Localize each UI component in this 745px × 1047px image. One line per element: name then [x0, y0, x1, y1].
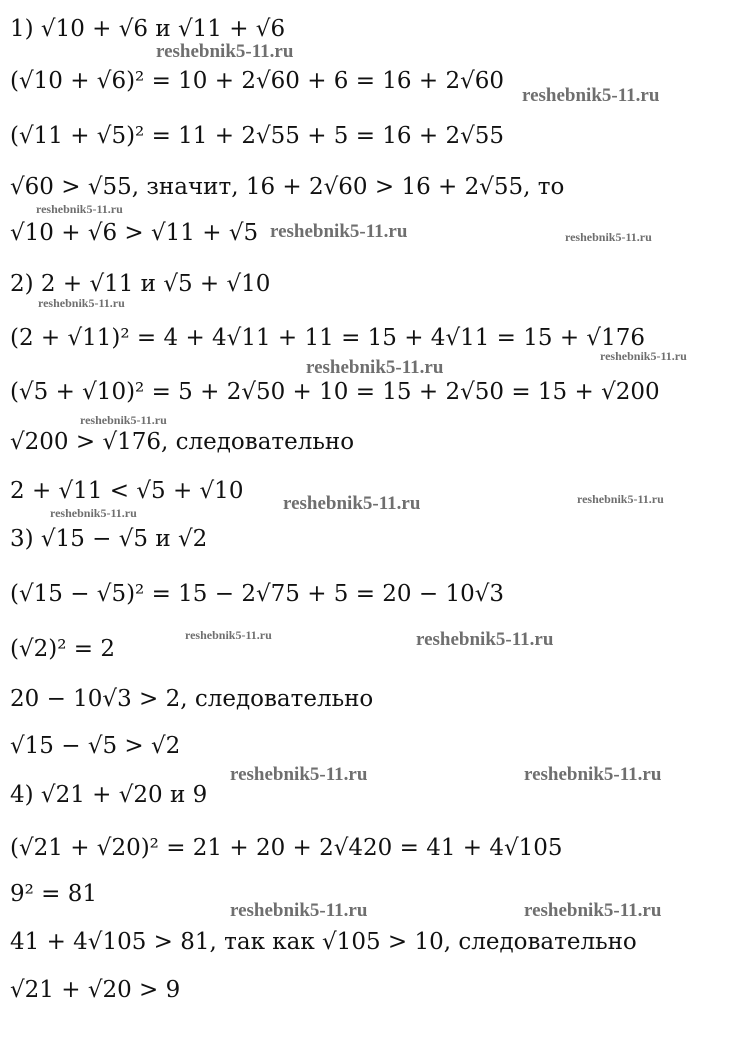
line-4: √60 > √55, значит, 16 + 2√60 > 16 + 2√55, то	[10, 174, 565, 200]
watermark: reshebnik5-11.ru	[416, 629, 554, 650]
line-16: 4) √21 + √20 и 9	[10, 782, 208, 808]
line-20: √21 + √20 > 9	[10, 977, 181, 1003]
line-3: (√11 + √5)² = 11 + 2√55 + 5 = 16 + 2√55	[10, 123, 505, 149]
watermark: reshebnik5-11.ru	[577, 492, 664, 506]
watermark: reshebnik5-11.ru	[230, 764, 368, 785]
watermark: reshebnik5-11.ru	[36, 202, 123, 216]
watermark: reshebnik5-11.ru	[80, 413, 167, 427]
watermark: reshebnik5-11.ru	[524, 764, 662, 785]
line-8: (√5 + √10)² = 5 + 2√50 + 10 = 15 + 2√50 = 15 + √200	[10, 379, 660, 405]
watermark: reshebnik5-11.ru	[600, 349, 687, 363]
line-2: (√10 + √6)² = 10 + 2√60 + 6 = 16 + 2√60	[10, 68, 505, 94]
watermark: reshebnik5-11.ru	[38, 296, 125, 310]
line-12: (√15 − √5)² = 15 − 2√75 + 5 = 20 − 10√3	[10, 581, 505, 607]
watermark: reshebnik5-11.ru	[156, 41, 294, 62]
line-17: (√21 + √20)² = 21 + 20 + 2√420 = 41 + 4√105	[10, 835, 563, 861]
watermark: reshebnik5-11.ru	[270, 221, 408, 242]
line-10: 2 + √11 < √5 + √10	[10, 478, 244, 504]
line-9: √200 > √176, следовательно	[10, 429, 355, 455]
line-18: 9² = 81	[10, 881, 98, 907]
watermark: reshebnik5-11.ru	[565, 230, 652, 244]
line-1: 1) √10 + √6 и √11 + √6	[10, 16, 286, 42]
watermark: reshebnik5-11.ru	[50, 506, 137, 520]
watermark: reshebnik5-11.ru	[524, 900, 662, 921]
watermark: reshebnik5-11.ru	[230, 900, 368, 921]
watermark: reshebnik5-11.ru	[283, 493, 421, 514]
line-19: 41 + 4√105 > 81, так как √105 > 10, следовательно	[10, 929, 637, 955]
watermark: reshebnik5-11.ru	[306, 357, 444, 378]
line-5: √10 + √6 > √11 + √5	[10, 220, 259, 246]
watermark: reshebnik5-11.ru	[185, 628, 272, 642]
line-6: 2) 2 + √11 и √5 + √10	[10, 271, 271, 297]
line-14: 20 − 10√3 > 2, следовательно	[10, 686, 374, 712]
line-11: 3) √15 − √5 и √2	[10, 526, 208, 552]
line-13: (√2)² = 2	[10, 636, 115, 662]
line-7: (2 + √11)² = 4 + 4√11 + 11 = 15 + 4√11 = 15 + √176	[10, 325, 645, 351]
line-15: √15 − √5 > √2	[10, 733, 181, 759]
watermark: reshebnik5-11.ru	[522, 85, 660, 106]
